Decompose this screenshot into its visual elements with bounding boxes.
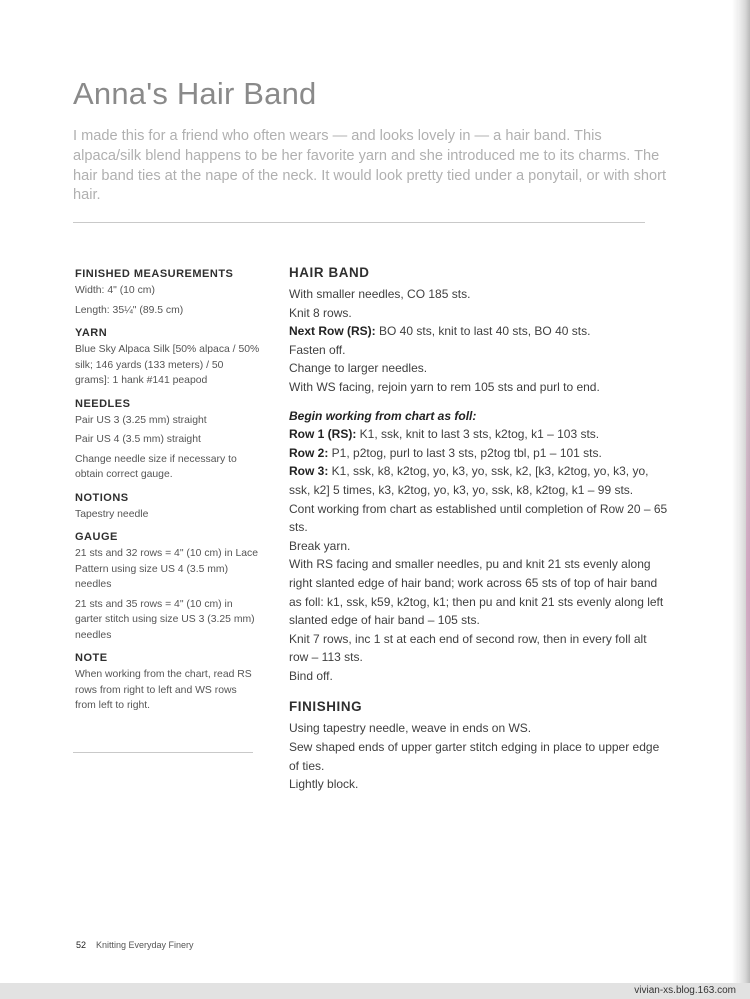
- finishing-line: Lightly block.: [289, 777, 359, 792]
- intro-paragraph: I made this for a friend who often wears — and looks lovely in — a hair band. This alpaca/silk blend happens to be her favorite yarn and she introduced me to its charms. The hair band ties at the nape of the neck. It would look pretty tied under a ponytail, or with short hair.: [73, 128, 667, 204]
- chart-subheading: Begin working from chart as foll:: [289, 408, 477, 423]
- next-row-label: Next Row (RS):: [289, 324, 376, 339]
- gauge-line-1: 21 sts and 32 rows = 4" (10 cm) in Lace Pattern using size US 4 (3.5 mm) needles: [75, 548, 259, 590]
- instruction-line: Cont working from chart as established until completion of Row 20 – 65 sts.: [289, 501, 668, 535]
- row-3-text: K1, ssk, k8, k2tog, yo, k3, yo, ssk, k2, [k3, k2tog, yo, k3, yo, ssk, k2] 5 times, k3, k2tog, yo, k3, yo, ssk, k8, k2tog, k1 – 99 sts.: [289, 464, 649, 497]
- finishing-line: Using tapestry needle, weave in ends on WS.: [289, 721, 532, 736]
- gauge-line-2: 21 sts and 35 rows = 4" (10 cm) in garter stitch using size US 3 (3.25 mm) needles: [75, 598, 255, 641]
- row-1-text: K1, ssk, knit to last 3 sts, k2tog, k1 – 103 sts.: [356, 427, 600, 442]
- materials-column: [75, 268, 260, 723]
- finishing-line: Sew shaped ends of upper garter stitch edging in place to upper edge of ties.: [289, 740, 660, 773]
- instruction-line: Fasten off.: [289, 342, 346, 357]
- note-heading: NOTE: [75, 652, 108, 664]
- needles-line-3: Change needle size if necessary to obtain correct gauge.: [75, 453, 237, 480]
- next-row-text: BO 40 sts, knit to last 40 sts, BO 40 sts.: [375, 324, 591, 339]
- notions-heading: NOTIONS: [75, 491, 129, 504]
- yarn-section: [75, 327, 260, 389]
- gauge-section: [75, 531, 260, 643]
- row-2-line: [289, 444, 669, 463]
- instruction-line: Bind off.: [289, 668, 333, 683]
- row-2-text: P1, p2tog, purl to last 3 sts, p2tog tbl, p1 – 101 sts.: [328, 445, 602, 460]
- notions-text: Tapestry needle: [75, 508, 149, 520]
- instruction-line: With WS facing, rejoin yarn to rem 105 sts and purl to end.: [289, 379, 600, 394]
- watermark-text: vivian-xs.blog.163.com: [634, 985, 736, 996]
- finished-measurements-section: [75, 268, 260, 318]
- note-section: [75, 652, 260, 714]
- needles-heading: NEEDLES: [75, 397, 131, 410]
- row-3-label: Row 3:: [289, 464, 329, 479]
- yarn-text: Blue Sky Alpaca Silk [50% alpaca / 50% silk; 146 yards (133 meters) / 50 grams]: 1 hank #141 peapod: [75, 344, 260, 386]
- row-1-label: Row 1 (RS):: [289, 427, 357, 442]
- hair-band-heading: HAIR BAND: [289, 265, 370, 280]
- book-title: Knitting Everyday Finery: [96, 940, 194, 950]
- length-text: Length: 35¼" (89.5 cm): [75, 304, 184, 316]
- row-2-label: Row 2:: [289, 445, 329, 460]
- needles-section: [75, 398, 260, 483]
- page-title: Anna's Hair Band: [73, 76, 317, 111]
- needles-line-2: Pair US 4 (3.5 mm) straight: [75, 434, 201, 445]
- instruction-line: Change to larger needles.: [289, 361, 428, 376]
- divider-top: [73, 222, 645, 223]
- notions-section: [75, 492, 260, 523]
- instruction-line: Knit 8 rows.: [289, 305, 352, 320]
- instructions-column: [289, 265, 669, 794]
- instruction-line: [289, 322, 669, 341]
- instruction-line: Knit 7 rows, inc 1 st at each end of second row, then in every foll alt row – 113 sts.: [289, 631, 647, 665]
- width-text: Width: 4" (10 cm): [75, 285, 155, 296]
- instruction-line: With RS facing and smaller needles, pu and knit 21 sts evenly along right slanted edge of hair band; work across 65 sts of top of hair band as foll: k1, ssk, k59, k2tog, k1; then pu and knit 21 sts evenly along left slanted edge of hair band – 105 sts.: [289, 557, 664, 628]
- needles-line-1: Pair US 3 (3.25 mm) straight: [75, 414, 207, 426]
- yarn-heading: YARN: [75, 327, 108, 339]
- instruction-line: Break yarn.: [289, 538, 351, 553]
- note-text: When working from the chart, read RS rows from right to left and WS rows from left to right.: [75, 669, 252, 711]
- watermark-bar: [0, 983, 750, 999]
- page-footer: [76, 940, 194, 950]
- row-3-line: [289, 462, 669, 499]
- finished-measurements-heading: FINISHED MEASUREMENTS: [75, 268, 234, 280]
- row-1-line: [289, 425, 669, 444]
- page-edge-color-mark: [746, 300, 750, 860]
- page-number: 52: [76, 940, 87, 950]
- section-gap: [289, 685, 669, 699]
- instruction-line: With smaller needles, CO 185 sts.: [289, 287, 471, 301]
- gauge-heading: GAUGE: [75, 531, 118, 543]
- divider-left: [73, 752, 253, 753]
- finishing-heading: FINISHING: [289, 699, 363, 715]
